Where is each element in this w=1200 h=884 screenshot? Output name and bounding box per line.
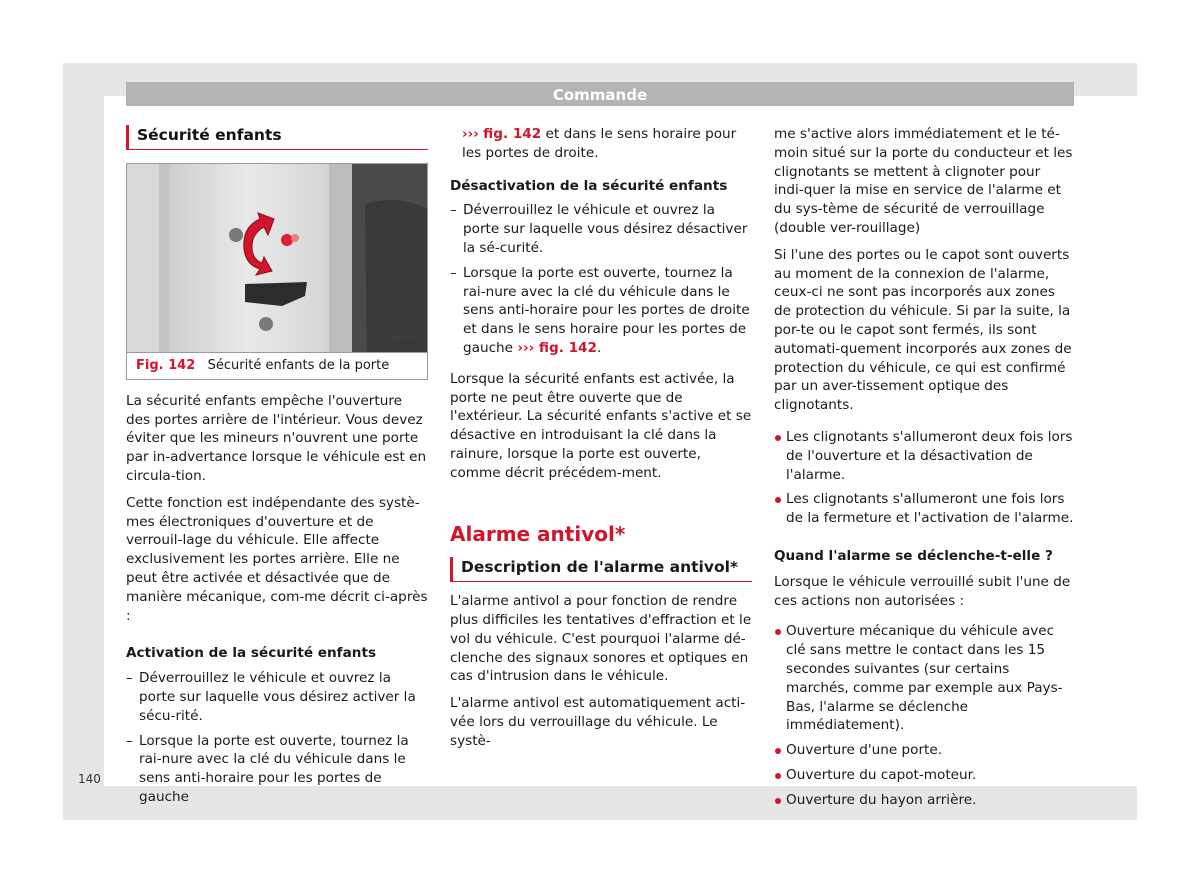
paragraph: Si l'une des portes ou le capot sont ouverts au moment de la connexion de l'alarme, ceux-ci ne sont pas incorporés aux zones de protection du véhicule. Si par la suite, la por-te ou le capot sont fermés, ils sont automati-quement incorporés aux zones de protection du véhicule, ce qui est confirmé par un aver-tissement optique des clignotants. (774, 246, 1072, 414)
door-lock-illustration (127, 164, 427, 379)
section-title: Sécurité enfants (126, 125, 428, 150)
continued-paragraph: ››› fig. 142 et dans le sens horaire pour les portes de droite. (462, 126, 737, 161)
paragraph: L'alarme antivol est automatiquement acti-vée lors du verrouillage du véhicule. Le systè- (450, 695, 746, 749)
description-title: Description de l'alarme antivol* (450, 557, 752, 582)
figure-caption (127, 352, 427, 379)
figure-link[interactable]: fig. 142 (483, 126, 542, 142)
list-item: Ouverture du capot-moteur. (774, 766, 1074, 785)
list-item: – Déverrouillez le véhicule et ouvrez la porte sur laquelle vous désirez activer la sécu-rité. (126, 669, 428, 725)
deactivation-list (450, 201, 752, 357)
figure-child-lock (126, 163, 428, 380)
paragraph: Lorsque la sécurité enfants est activée, la porte ne peut être ouverte que de l'extérieur. La sécurité enfants s'active et se désactive en introduisant la clé dans la rainure, lorsque la porte est ouverte, comme décrit précédem-ment. (450, 370, 752, 481)
alarm-title: Alarme antivol* (450, 521, 626, 546)
deactivation-title: Désactivation de la sécurité enfants (450, 177, 728, 194)
figure-ref: Fig. 142 (136, 357, 196, 373)
paragraph: L'alarme antivol a pour fonction de rendre plus difficiles les tentatives d'effraction et le vol du véhicule. C'est pourquoi l'alarme dé-clenche des signaux sonores et optiques en cas d'intrusion dans le véhicule. (450, 593, 752, 685)
activation-list (126, 669, 428, 807)
paragraph: La sécurité enfants empêche l'ouverture des portes arrière de l'intérieur. Vous devez éviter que les mineurs n'ouvrent une porte par in-advertance lorsque le véhicule est en circula-tion. (126, 392, 427, 484)
list-item: Les clignotants s'allumeront deux fois lors de l'ouverture et la désactivation de l'alarme. (774, 428, 1074, 484)
list-item: – Lorsque la porte est ouverte, tournez la rai-nure avec la clé du véhicule dans le sens anti-horaire pour les portes de droite et dans le sens horaire pour les portes de gauche ››› fig. 142. (450, 264, 752, 358)
list-item: Ouverture du hayon arrière. (774, 791, 1074, 810)
paragraph: me s'active alors immédiatement et le té-moin situé sur la porte du conducteur et les clignotants se mettent à clignoter pour indi-quer la mise en service de l'alarme et du sys-tème de sécurité de verrouillage (double ver-rouillage) (774, 126, 1073, 236)
arrow-icon: ››› (462, 126, 479, 142)
paragraph: Cette fonction est indépendante des systè-mes électroniques d'ouverture et de verrouil-lage du véhicule. Elle affecte exclusivement les portes arrière. Elle ne peut être activée et désactivée que de manière mécanique, com-me décrit ci-après : (126, 494, 428, 624)
figure-code: B6J-0338 (389, 334, 421, 342)
paragraph: Lorsque le véhicule verrouillé subit l'une de ces actions non autorisées : (774, 573, 1071, 609)
list-item: Ouverture d'une porte. (774, 741, 1074, 760)
column-3 (774, 125, 1074, 810)
list-item: – Déverrouillez le véhicule et ouvrez la porte sur laquelle vous désirez désactiver la sé-curité. (450, 201, 752, 257)
list-item: – Lorsque la porte est ouverte, tournez la rai-nure avec la clé du véhicule dans le sens anti-horaire pour les portes de gauche (126, 732, 428, 807)
list-item: Ouverture mécanique du véhicule avec clé sans mettre le contact dans les 15 secondes suivantes (sur certains marchés, comme par exemple aux Pays-Bas, l'alarme se déclenche immédiatement). (774, 622, 1074, 735)
trigger-title: Quand l'alarme se déclenche-t-elle ? (774, 547, 1053, 564)
list-item: Les clignotants s'allumeront une fois lors de la fermeture et l'activation de l'alarme. (774, 490, 1074, 528)
figure-caption-text: Sécurité enfants de la porte (207, 357, 390, 373)
bullet-list (774, 428, 1074, 528)
bullet-list (774, 622, 1074, 809)
activation-title: Activation de la sécurité enfants (126, 645, 377, 662)
chapter-header: Commande (126, 82, 1074, 106)
column-1 (126, 125, 428, 807)
page-number: 140 (78, 772, 101, 786)
figure-link[interactable]: ››› fig. 142 (517, 339, 597, 356)
column-2 (450, 125, 752, 751)
